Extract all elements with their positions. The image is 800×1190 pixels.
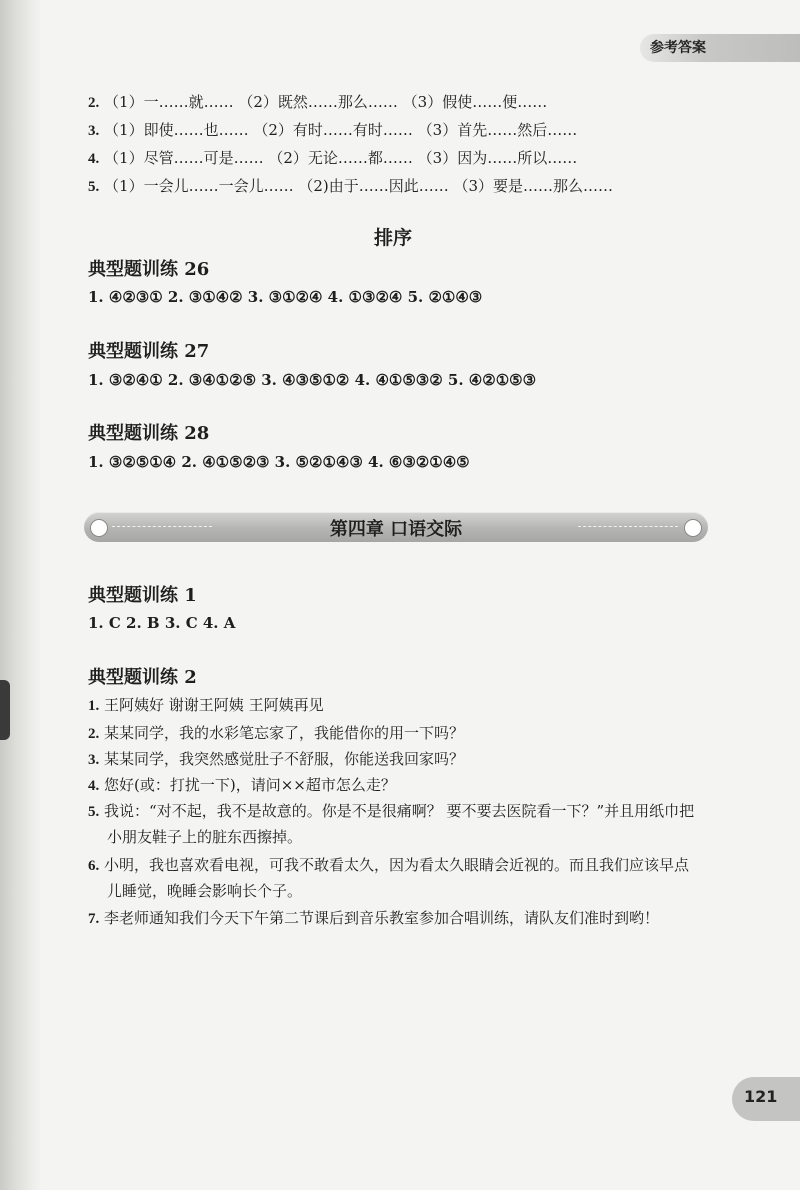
- answer-item-continuation: 小朋友鞋子上的脏东西擦掉。: [107, 828, 303, 846]
- exercise-title: 典型题训练 28: [88, 423, 210, 444]
- item-text: （1）即使……也…… （2）有时……有时…… （3）首先……然后……: [104, 121, 578, 139]
- answer-line: [88, 120, 577, 141]
- answer-item: [88, 855, 689, 876]
- page-number: 121: [744, 1087, 778, 1106]
- item-number: 6.: [88, 858, 100, 874]
- item-number: 5.: [88, 804, 100, 820]
- item-text: 李老师通知我们今天下午第二节课后到音乐教室参加合唱训练，请队友们准时到哟！: [104, 909, 660, 927]
- banner-dash-right: [578, 526, 678, 527]
- section-heading-sorting: 排序: [374, 227, 413, 249]
- answer-item: [88, 908, 659, 929]
- item-text: （1）尽管……可是…… （2）无论……都…… （3）因为……所以……: [104, 149, 578, 167]
- item-number: 3.: [88, 752, 100, 768]
- exercise-title: 典型题训练 1: [88, 585, 197, 606]
- header-label: 参考答案: [650, 40, 706, 56]
- item-number: 2.: [88, 95, 100, 111]
- answer-item-continuation: 儿睡觉，晚睡会影响长个子。: [107, 882, 303, 900]
- item-number: 4.: [88, 151, 100, 167]
- page-edge-shadow: [0, 0, 42, 1190]
- answer-line: 1. ③②⑤①④ 2. ④①⑤②③ 3. ⑤②①④③ 4. ⑥③②①④⑤: [88, 453, 470, 471]
- exercise-title: 典型题训练 27: [88, 341, 210, 362]
- answer-item: [88, 801, 694, 822]
- answer-line: [88, 148, 577, 169]
- item-number: 7.: [88, 911, 100, 927]
- chapter-banner: [84, 512, 708, 542]
- answer-line: [88, 92, 547, 113]
- item-number: 3.: [88, 123, 100, 139]
- item-text: （1）一会儿……一会儿…… （2)由于……因此…… （3）要是……那么……: [104, 177, 614, 195]
- answer-item: [88, 723, 464, 744]
- answer-line: [88, 176, 613, 197]
- item-text: 小明，我也喜欢看电视，可我不敢看太久，因为看太久眼睛会近视的。而且我们应该早点: [104, 856, 690, 874]
- answer-line: 1. ③②④① 2. ③④①②⑤ 3. ④③⑤①② 4. ④①⑤③② 5. ④②①⑤③: [88, 371, 537, 389]
- item-text: 我说：“对不起，我不是故意的。你是不是很痛啊？ 要不要去医院看一下？”并且用纸巾把: [104, 802, 695, 820]
- chapter-title: 第四章 口语交际: [329, 519, 463, 540]
- answer-item: [88, 749, 464, 770]
- exercise-title: 典型题训练 26: [88, 259, 210, 280]
- item-number: 2.: [88, 726, 100, 742]
- item-number: 1.: [88, 698, 100, 714]
- banner-right-cap: [684, 519, 702, 537]
- item-text: 王阿姨好 谢谢王阿姨 王阿姨再见: [104, 696, 324, 714]
- item-text: （1）一……就…… （2）既然……那么…… （3）假使……便……: [104, 93, 548, 111]
- item-number: 4.: [88, 778, 100, 794]
- exercise-title: 典型题训练 2: [88, 667, 197, 688]
- item-number: 5.: [88, 179, 100, 195]
- answer-item: [88, 695, 324, 716]
- answer-item: [88, 775, 396, 796]
- answer-line: 1. C 2. B 3. C 4. A: [88, 614, 236, 632]
- answer-line: 1. ④②③① 2. ③①④② 3. ③①②④ 4. ①③②④ 5. ②①④③: [88, 288, 483, 306]
- binding-mark: [0, 680, 10, 740]
- item-text: 某某同学，我突然感觉肚子不舒服，你能送我回家吗？: [104, 750, 465, 768]
- item-text: 某某同学，我的水彩笔忘家了，我能借你的用一下吗？: [104, 724, 465, 742]
- item-text: 您好(或：打扰一下)，请问××超市怎么走？: [104, 776, 396, 794]
